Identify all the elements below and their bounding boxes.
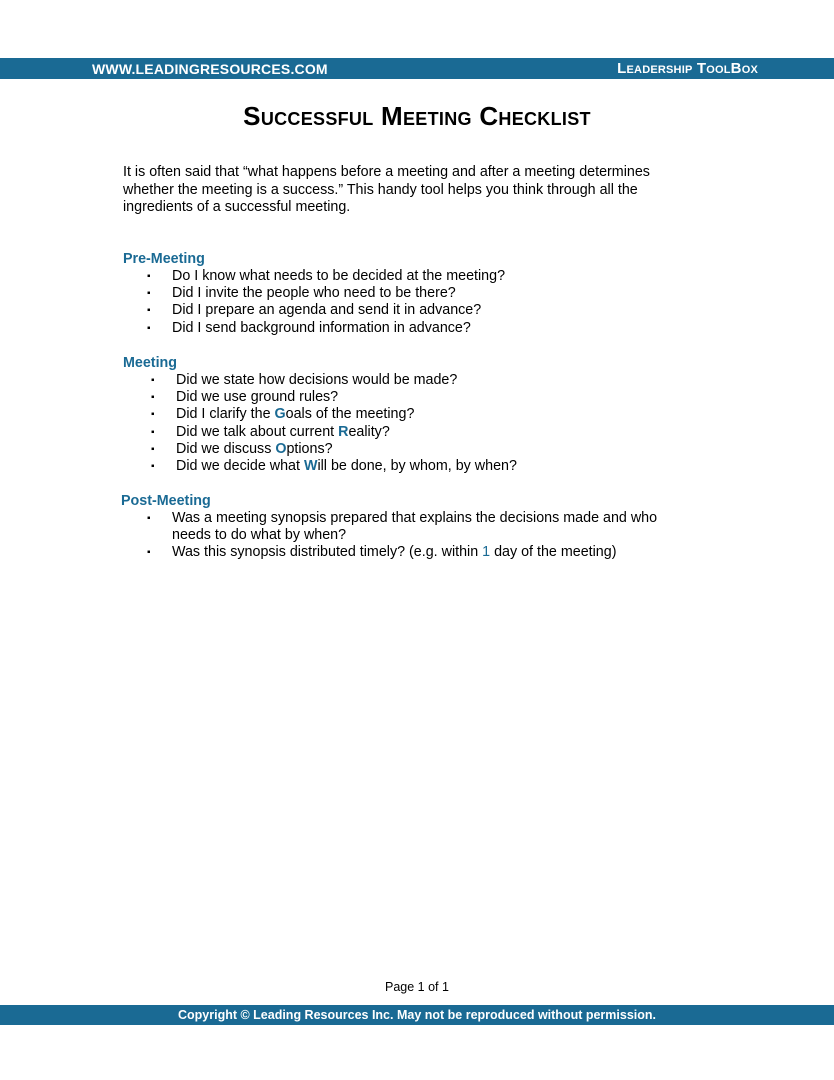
list-item-text: Was a meeting synopsis prepared that explains the decisions made and who needs to do what by when? — [172, 510, 658, 544]
list-item-text: Do I know what needs to be decided at the meeting? — [172, 268, 506, 284]
bullet-icon: ▪ — [147, 305, 151, 317]
text-segment: Did we discuss — [176, 440, 276, 457]
intro-paragraph: It is often said that “what happens before a meeting and after a meeting determines whether the meeting is a success.” This handy tool helps you think through all the ingredients of a successful meeting. — [123, 164, 650, 215]
bullet-icon: ▪ — [151, 443, 155, 455]
list-item-text — [151, 458, 711, 475]
list-item-text: Did I invite the people who need to be there? — [172, 285, 456, 302]
section-heading-meeting: Meeting — [123, 355, 178, 371]
bullet-icon: ▪ — [151, 426, 155, 438]
list-item — [147, 268, 707, 285]
list-item-text — [147, 544, 692, 561]
text-segment: day of the meeting) — [490, 544, 617, 561]
list-item-text: Did we state how decisions would be made? — [176, 372, 458, 388]
highlight-number: 1 — [482, 544, 491, 561]
text-segment: Was this synopsis distributed timely? (e.g. within — [172, 544, 483, 561]
section-heading-pre-meeting: Pre-Meeting — [123, 251, 205, 267]
list-item-text — [151, 424, 711, 441]
bullet-icon: ▪ — [147, 547, 151, 559]
list-item — [151, 406, 711, 423]
bullet-icon: ▪ — [151, 375, 155, 386]
list-item — [147, 544, 692, 561]
list-item — [147, 320, 707, 337]
text-segment: Did we decide what — [176, 458, 304, 475]
header-band — [0, 58, 834, 79]
list-item-text: Did we use ground rules? — [176, 389, 339, 406]
pre-meeting-checklist — [147, 268, 707, 337]
list-item — [147, 285, 707, 302]
text-segment: oals of the meeting? — [285, 406, 415, 423]
grow-letter-o: O — [275, 440, 287, 457]
text-segment: eality? — [348, 423, 390, 440]
list-item — [147, 510, 692, 544]
page-title: Successful Meeting Checklist — [243, 101, 591, 131]
bullet-icon: ▪ — [147, 288, 151, 300]
list-item-text — [151, 441, 711, 458]
list-item — [151, 441, 711, 458]
list-item-text: Did I send background information in advance? — [172, 319, 471, 336]
bullet-icon: ▪ — [151, 461, 155, 473]
grow-letter-g: G — [274, 406, 286, 423]
list-item — [151, 389, 711, 406]
bullet-icon: ▪ — [147, 513, 151, 524]
text-segment: ptions? — [286, 440, 333, 457]
grow-letter-w: W — [303, 458, 318, 475]
list-item — [147, 302, 707, 319]
post-meeting-checklist — [147, 510, 692, 562]
list-item-text — [151, 406, 711, 423]
section-heading-post-meeting: Post-Meeting — [121, 493, 211, 509]
header-toolbox-label: Leadership ToolBox — [617, 60, 758, 77]
header-website: WWW.LEADINGRESOURCES.COM — [92, 61, 328, 77]
list-item — [151, 372, 711, 389]
text-segment: Did we talk about current — [176, 423, 339, 440]
page-number: Page 1 of 1 — [385, 980, 449, 994]
grow-letter-r: R — [338, 423, 349, 440]
text-segment: Did I clarify the — [176, 406, 275, 423]
copyright-notice: Copyright © Leading Resources Inc. May not be reproduced without permission. — [177, 1008, 657, 1022]
text-segment: ill be done, by whom, by when? — [317, 458, 517, 475]
footer-band — [0, 1005, 834, 1025]
bullet-icon: ▪ — [151, 409, 155, 421]
list-item-text: Did I prepare an agenda and send it in advance? — [172, 302, 482, 319]
list-item — [151, 424, 711, 441]
bullet-icon: ▪ — [151, 392, 155, 404]
bullet-icon: ▪ — [147, 271, 151, 282]
meeting-checklist — [151, 372, 711, 475]
list-item — [151, 458, 711, 475]
bullet-icon: ▪ — [147, 322, 151, 334]
